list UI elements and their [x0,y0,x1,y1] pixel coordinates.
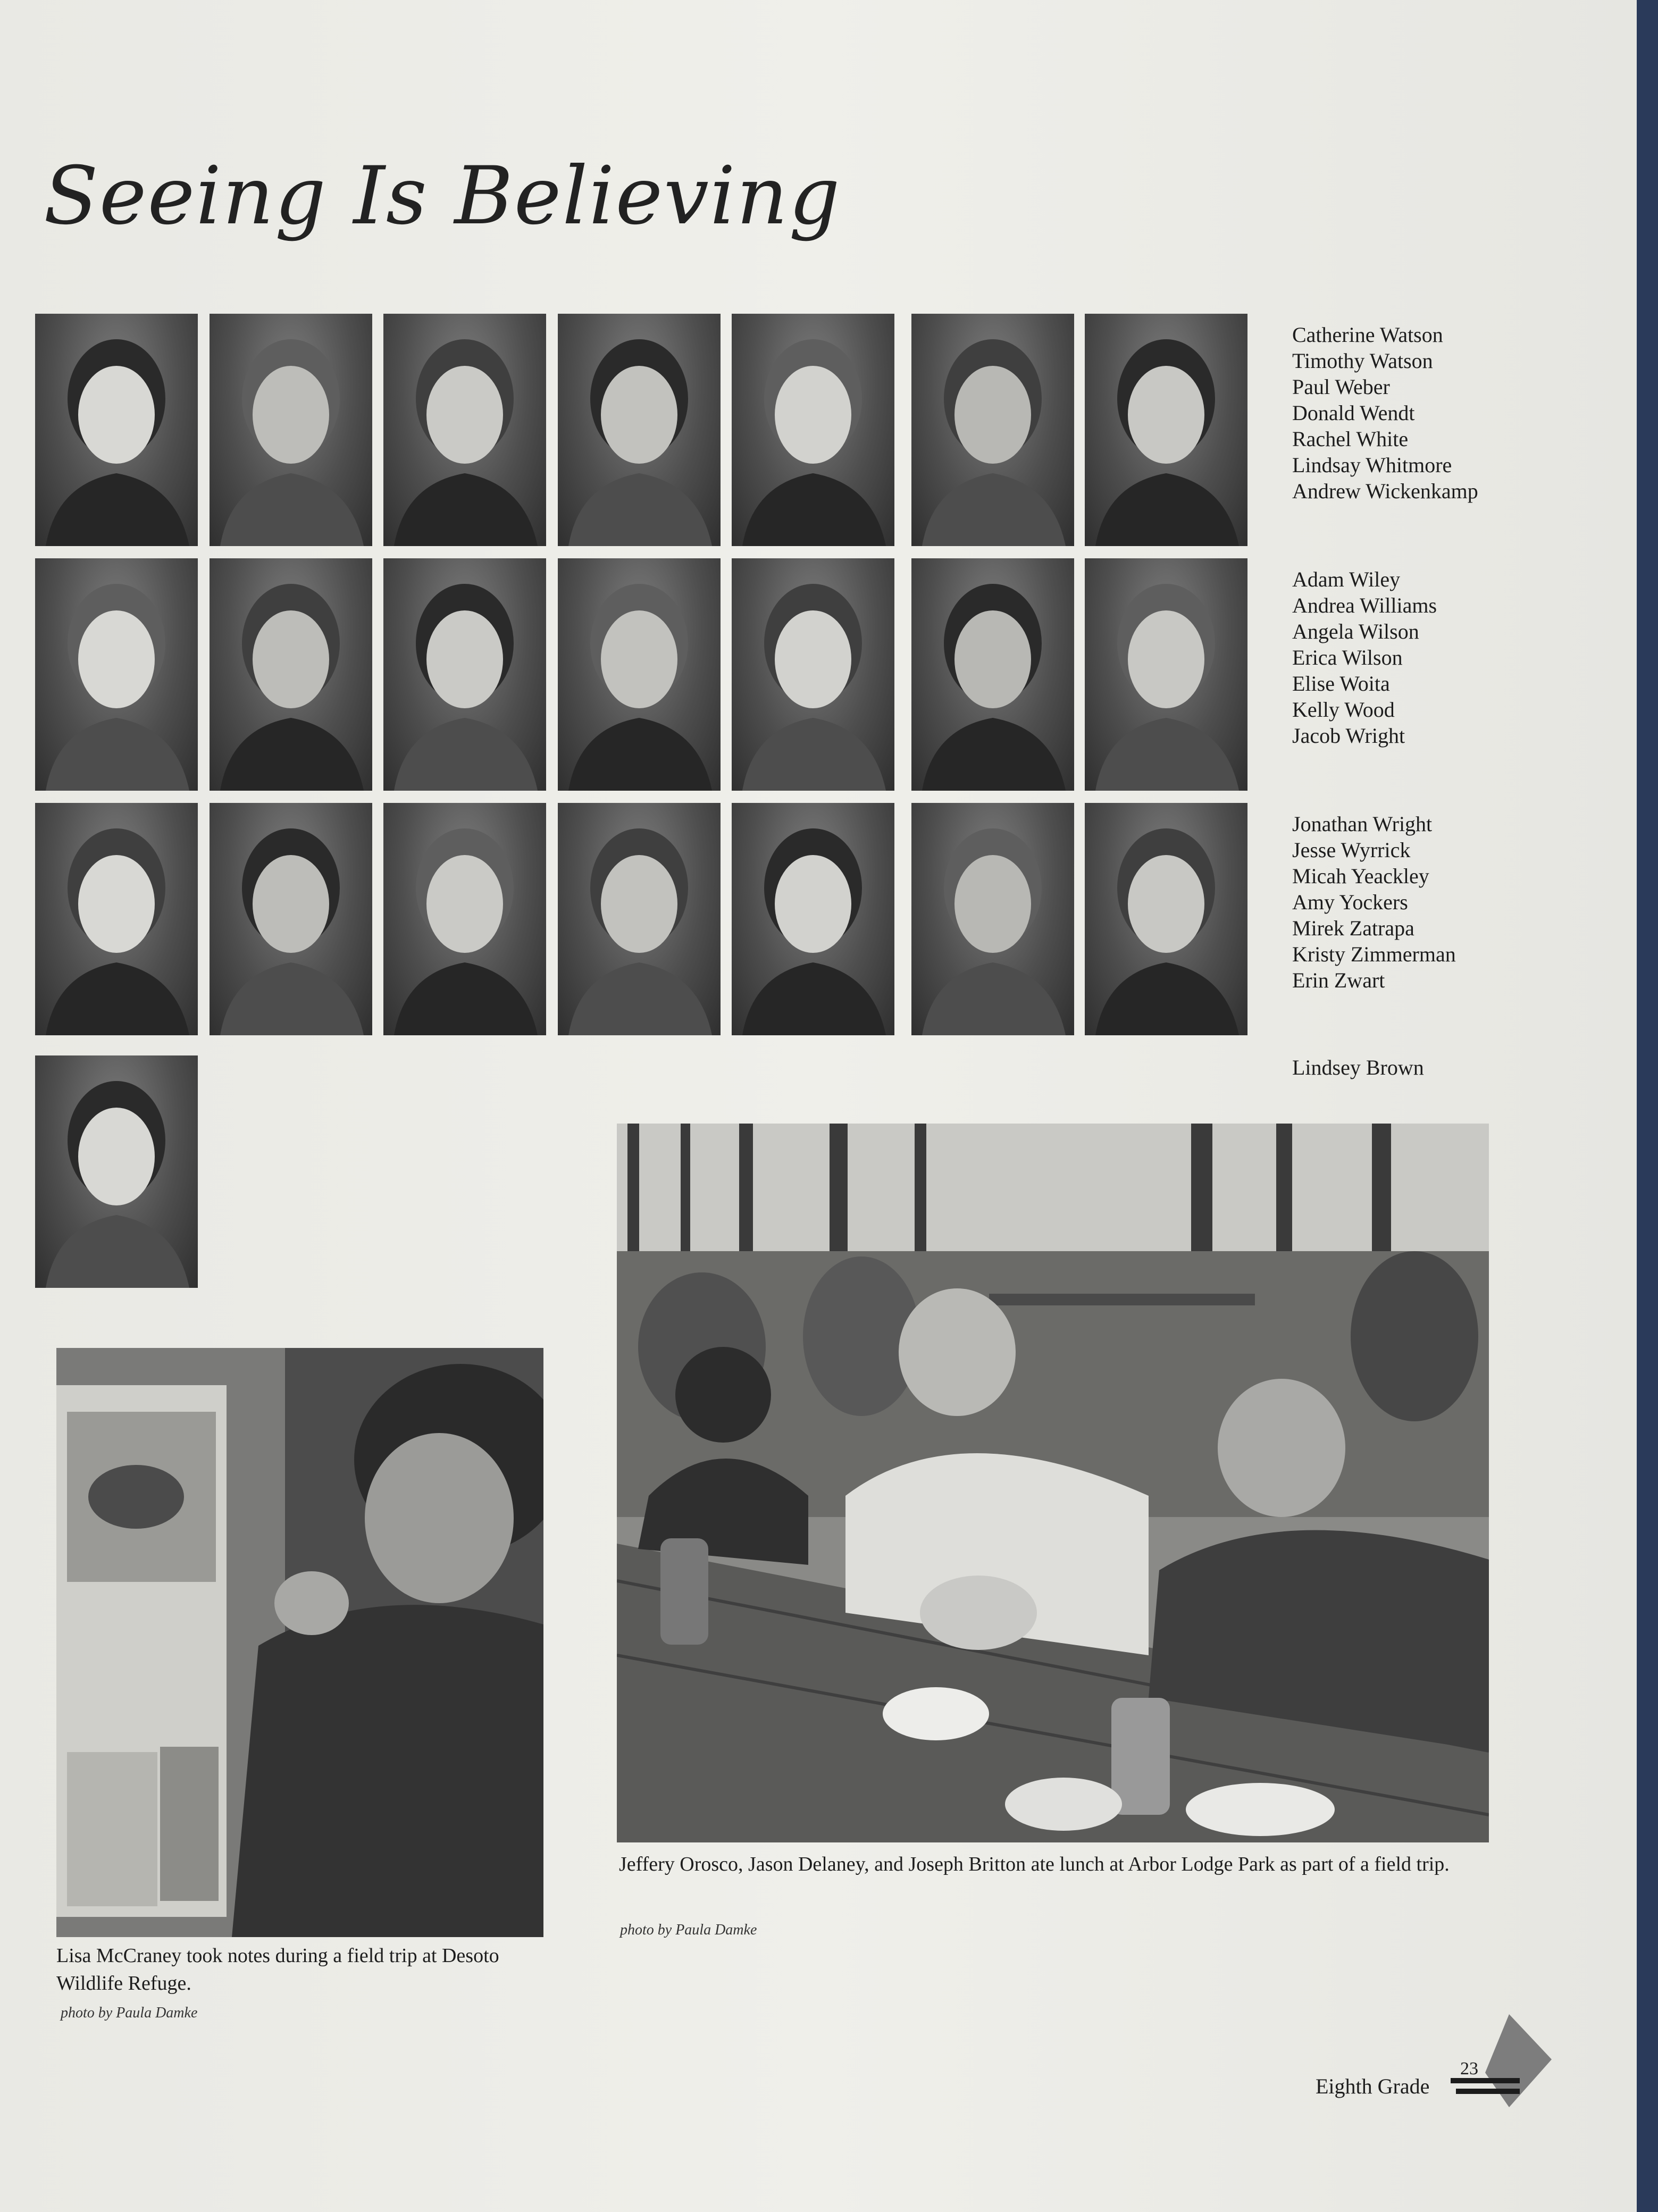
student-portrait [383,558,546,791]
photo-credit-desoto: photo by Paula Damke [61,2005,198,2021]
student-name: Timothy Watson [1292,349,1433,373]
student-name: Andrew Wickenkamp [1292,479,1478,503]
name-list-row-2 [1292,566,1437,749]
student-portrait [210,803,372,1035]
student-portrait [732,558,894,791]
name-list-row-3 [1292,811,1456,993]
field-trip-photo-arbor-lodge [617,1124,1489,1842]
student-name: Erin Zwart [1292,968,1385,992]
photo-credit-arbor-lodge: photo by Paula Damke [620,1922,757,1938]
student-portrait [558,314,721,546]
field-trip-photo-desoto [56,1348,543,1937]
student-portrait [35,558,198,791]
student-name: Lindsay Whitmore [1292,453,1452,477]
photo-caption-desoto: Lisa McCraney took notes during a field trip at Desoto Wildlife Refuge. [56,1945,499,1995]
student-name: Jacob Wright [1292,724,1405,748]
student-name: Paul Weber [1292,375,1390,399]
photo-caption-arbor-lodge: Jeffery Orosco, Jason Delaney, and Joseph Britton ate lunch at Arbor Lodge Park as part of a field trip. [619,1853,1450,1875]
student-name: Jonathan Wright [1292,812,1433,836]
student-portrait [35,1055,198,1288]
student-portrait [1085,803,1247,1035]
student-portrait [210,314,372,546]
student-portrait [383,314,546,546]
student-name: Kelly Wood [1292,698,1395,722]
student-portrait [911,314,1074,546]
student-portrait [35,803,198,1035]
student-name: Rachel White [1292,427,1409,451]
student-name: Donald Wendt [1292,401,1415,425]
page-title: Seeing Is Believing [44,150,841,242]
student-name: Andrea Williams [1292,593,1437,617]
student-name: Elise Woita [1292,672,1390,696]
page-number: 23 [1460,2059,1478,2079]
student-portrait [383,803,546,1035]
section-label: Eighth Grade [1316,2074,1430,2098]
binding-edge [1637,0,1658,2212]
student-portrait [210,558,372,791]
name-list-row-1 [1292,322,1478,504]
student-name: Amy Yockers [1292,890,1408,914]
name-list-row-4 [1292,1054,1424,1080]
student-name: Jesse Wyrrick [1292,838,1411,862]
student-portrait [911,558,1074,791]
student-name: Micah Yeackley [1292,864,1429,888]
student-portrait [1085,314,1247,546]
student-name: Adam Wiley [1292,567,1401,591]
student-portrait [35,314,198,546]
student-portrait [732,803,894,1035]
student-portrait [1085,558,1247,791]
student-portrait [732,314,894,546]
student-name: Erica Wilson [1292,646,1403,669]
student-portrait [558,558,721,791]
student-name: Kristy Zimmerman [1292,942,1456,966]
student-name: Mirek Zatrapa [1292,916,1414,940]
student-name: Lindsey Brown [1292,1055,1424,1079]
student-name: Catherine Watson [1292,323,1443,347]
student-portrait [911,803,1074,1035]
student-name: Angela Wilson [1292,619,1419,643]
student-portrait [558,803,721,1035]
